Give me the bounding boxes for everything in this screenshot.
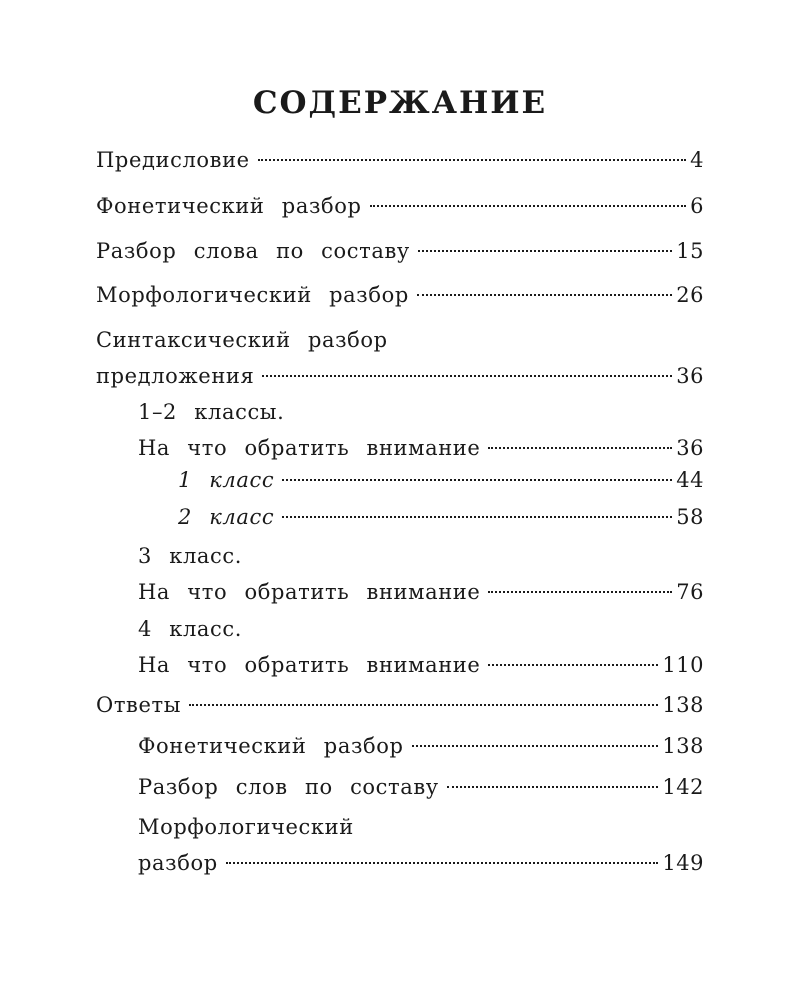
toc-entry-label: На что обратить внимание bbox=[138, 436, 481, 460]
page-title: СОДЕРЖАНИЕ bbox=[252, 84, 548, 121]
toc-page-number: 138 bbox=[662, 734, 704, 758]
toc-entry-label: Морфологический разбор bbox=[96, 283, 409, 307]
toc-page-number: 36 bbox=[676, 364, 704, 388]
toc-page-number: 149 bbox=[662, 851, 704, 875]
toc-entry-label-line1: Синтаксический разбор bbox=[96, 328, 388, 352]
toc-entry-label: предложения bbox=[96, 364, 255, 388]
toc-page-number: 142 bbox=[662, 775, 704, 799]
toc-entry[interactable] bbox=[96, 145, 704, 181]
dot-leader bbox=[282, 479, 672, 481]
dot-leader bbox=[370, 205, 687, 207]
toc-entry-label: На что обратить внимание bbox=[138, 653, 481, 677]
toc-entry-label: На что обратить внимание bbox=[138, 580, 481, 604]
toc-entry-label: Разбор слова по составу bbox=[96, 239, 410, 263]
dot-leader bbox=[262, 375, 672, 377]
toc-entry-label: 2 класс bbox=[178, 505, 275, 529]
toc-entry[interactable] bbox=[138, 772, 704, 808]
toc-entry[interactable] bbox=[138, 541, 704, 613]
toc-entry[interactable] bbox=[96, 690, 704, 726]
dot-leader bbox=[412, 745, 659, 747]
toc-entry[interactable] bbox=[96, 236, 704, 272]
toc-entry[interactable] bbox=[178, 502, 704, 538]
toc-page-number: 15 bbox=[676, 239, 704, 263]
dot-leader bbox=[226, 862, 659, 864]
toc-entry[interactable] bbox=[96, 325, 704, 397]
toc-page-number: 58 bbox=[676, 505, 704, 529]
toc-page-number: 4 bbox=[690, 148, 704, 172]
toc-entry[interactable] bbox=[138, 812, 704, 884]
toc-page-number: 110 bbox=[662, 653, 704, 677]
toc-entry[interactable] bbox=[138, 397, 704, 469]
dot-leader bbox=[488, 664, 658, 666]
toc-page-number: 76 bbox=[676, 580, 704, 604]
dot-leader bbox=[418, 250, 672, 252]
toc-page-number: 26 bbox=[676, 283, 704, 307]
dot-leader bbox=[488, 591, 672, 593]
toc-entry[interactable] bbox=[138, 731, 704, 767]
dot-leader bbox=[282, 516, 672, 518]
toc-page-number: 36 bbox=[676, 436, 704, 460]
toc-page-number: 44 bbox=[676, 468, 704, 492]
toc-entry-label: разбор bbox=[138, 851, 218, 875]
dot-leader bbox=[189, 704, 658, 706]
toc-entry-label: Фонетический разбор bbox=[138, 734, 404, 758]
toc-entry-label-line1: 3 класс. bbox=[138, 544, 243, 568]
toc-entry-label: Ответы bbox=[96, 693, 182, 717]
toc-entry-label: Разбор слов по составу bbox=[138, 775, 439, 799]
toc-entry[interactable] bbox=[138, 614, 704, 686]
dot-leader bbox=[258, 159, 686, 161]
toc-entry-label: 1 класс bbox=[178, 468, 275, 492]
toc-entry-label-line1: Морфологический bbox=[138, 815, 354, 839]
toc-entry[interactable] bbox=[96, 191, 704, 227]
toc-entry-label: Предисловие bbox=[96, 148, 250, 172]
dot-leader bbox=[447, 786, 659, 788]
toc-page-number: 6 bbox=[690, 194, 704, 218]
toc-entry-label: Фонетический разбор bbox=[96, 194, 362, 218]
dot-leader bbox=[417, 294, 672, 296]
toc-entry[interactable] bbox=[178, 465, 704, 501]
toc-entry-label-line1: 1–2 классы. bbox=[138, 400, 285, 424]
toc-entry-label-line1: 4 класс. bbox=[138, 617, 243, 641]
toc-entry[interactable] bbox=[96, 280, 704, 316]
toc-page-number: 138 bbox=[662, 693, 704, 717]
dot-leader bbox=[488, 447, 672, 449]
